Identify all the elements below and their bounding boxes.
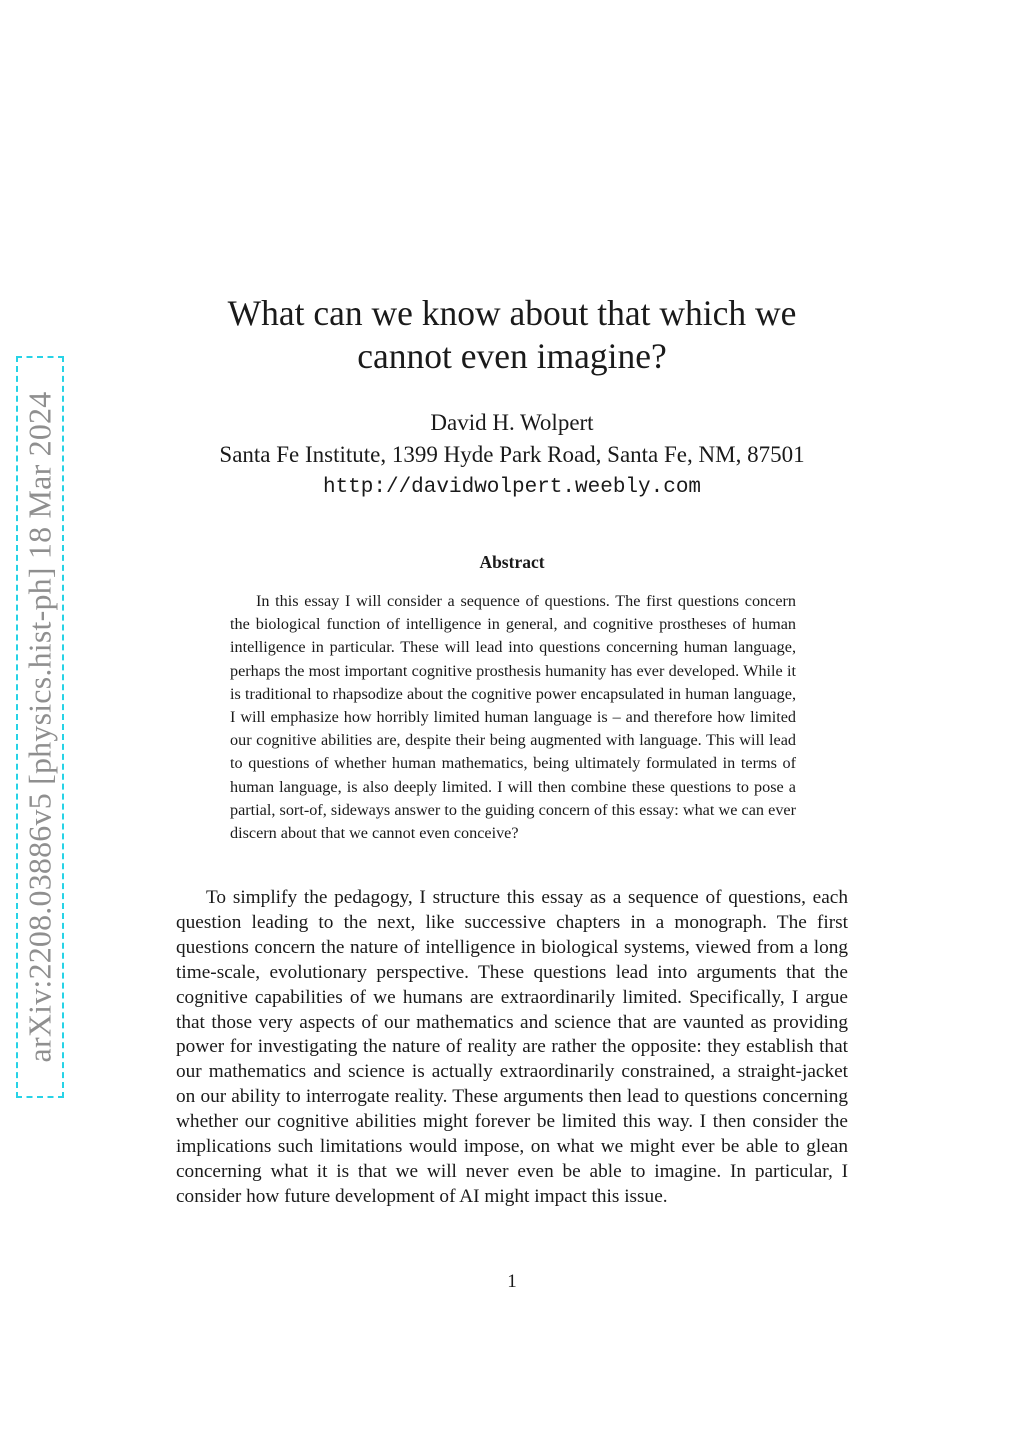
author-block [150, 407, 874, 504]
page-number: 1 [507, 1271, 517, 1292]
author-url[interactable]: http://davidwolpert.weebly.com [322, 476, 702, 499]
body-paragraph: To simplify the pedagogy, I structure this essay as a sequence of questions, each question leading to the next, like successive chapters in a monograph. The first questions concern the nature of intelligence in biological systems, viewed from a long time-scale, evolutionary perspective. These questions lead into arguments that the cognitive capabilities of we humans are extraordinarily limited. Specifically, I argue that those very aspects of our mathematics and science that are vaunted as providing power for investigating the nature of reality are rather the opposite: they establish that our mathematics and science is actually extraordinarily constrained, a straight-jacket on our ability to interrogate reality. These arguments then lead to questions concerning whether our cognitive abilities might forever be limited this way. I then consider the implications such limitations would impose, on what we might ever be able to glean concerning what it is that we will never even be able to imagine. In particular, I consider how future development of AI might impact this issue. [176, 887, 848, 1207]
abstract-text: In this essay I will consider a sequence of questions. The first questions concern the biological function of intelligence in general, and cognitive prostheses of human intelligence in particular. These will lead into questions concerning human language, perhaps the most important cognitive prosthesis humanity has ever developed. While it is traditional to rhapsodize about the cognitive power encapsulated in human language, I will emphasize how horribly limited human language is – and therefore how limited our cognitive abilities are, despite their being augmented with language. This will lead to questions of whether human mathematics, being ultimately formulated in terms of human language, is also deeply limited. I will then combine these questions to pose a partial, sort-of, sideways answer to the guiding concern of this essay: what we can ever discern about that we cannot even conceive? [230, 592, 796, 843]
arxiv-stamp [16, 356, 64, 1098]
author-name: David H. Wolpert [430, 410, 594, 435]
paper-title: What can we know about that which we cannot even imagine? [227, 293, 797, 376]
author-affiliation: Santa Fe Institute, 1399 Hyde Park Road, Santa Fe, NM, 87501 [219, 442, 805, 467]
arxiv-identifier: arXiv:2208.03886v5 [physics.hist-ph] 18 Mar 2024 [21, 391, 58, 1063]
abstract-heading: Abstract [479, 552, 545, 572]
